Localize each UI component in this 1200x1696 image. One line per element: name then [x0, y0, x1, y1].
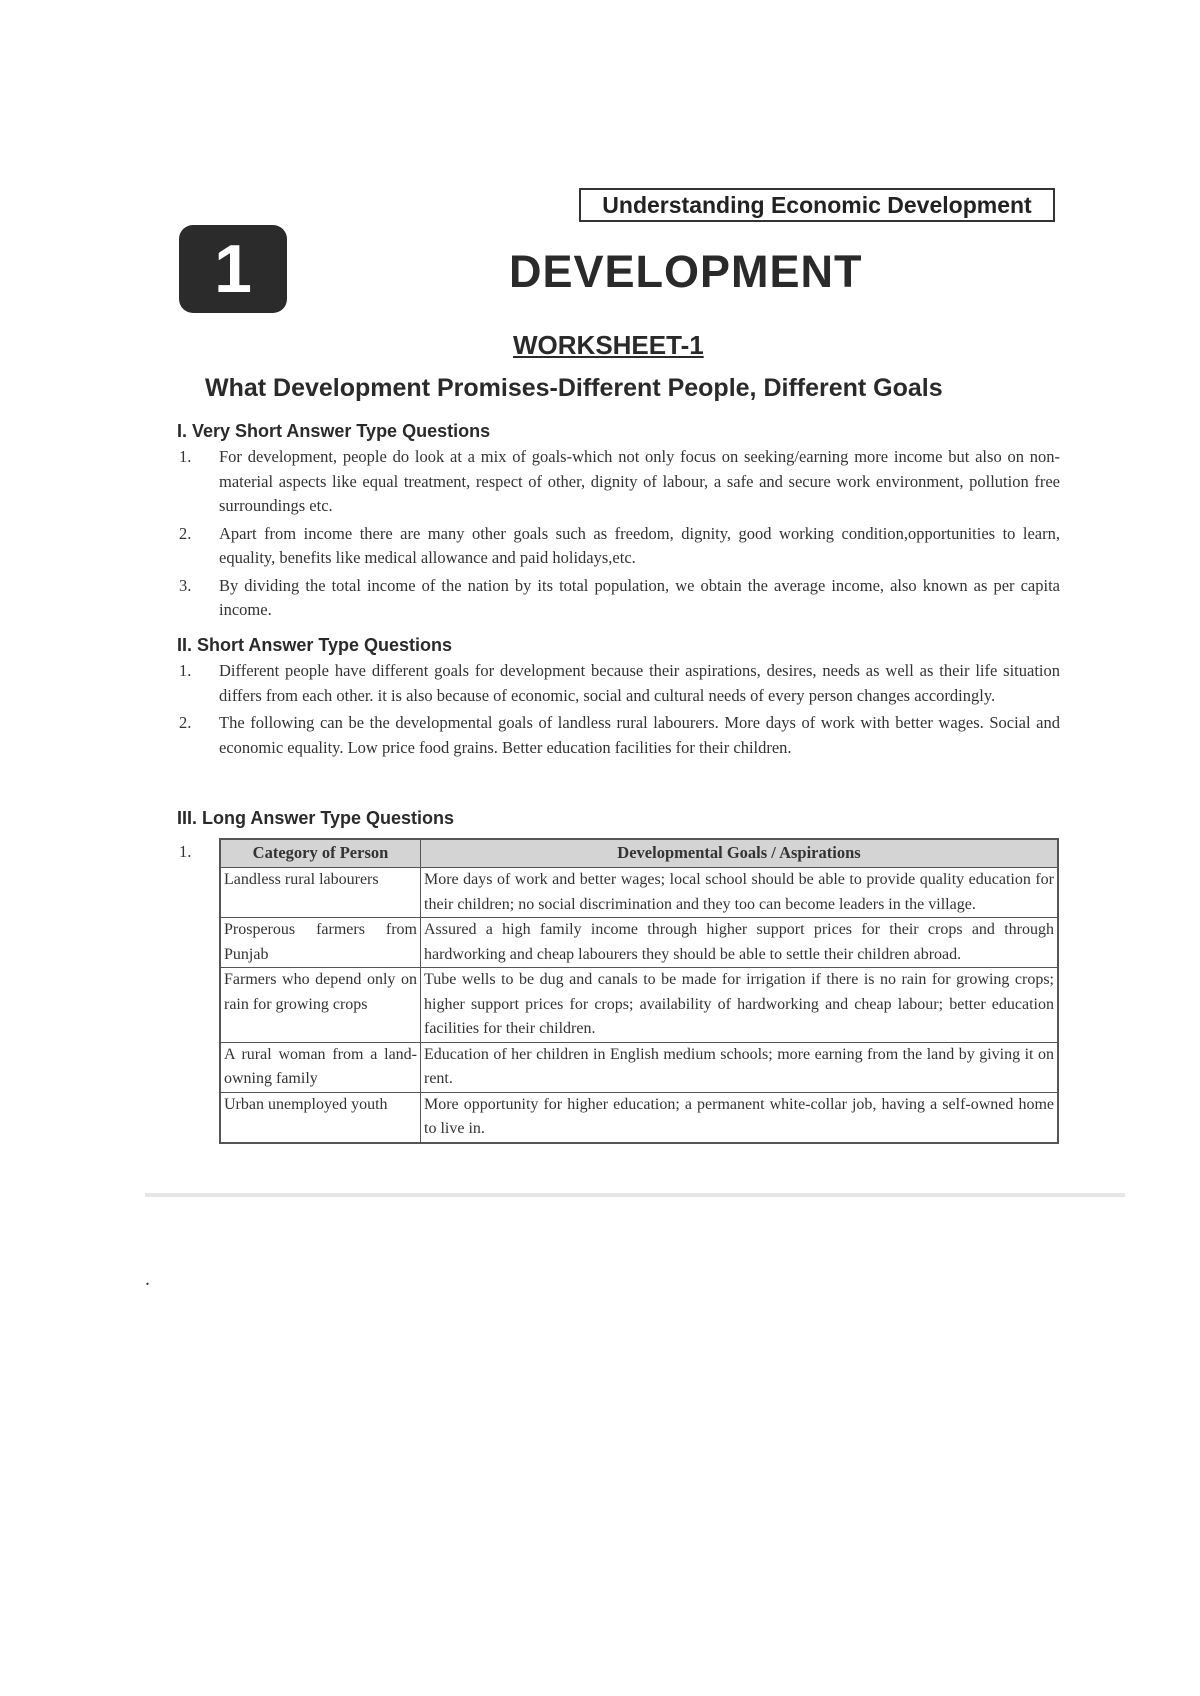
- category-cell: Landless rural labourers: [220, 868, 421, 918]
- category-cell: A rural woman from a land-owning family: [220, 1042, 421, 1092]
- page-divider: [145, 1193, 1125, 1197]
- item-number: 1.: [179, 842, 192, 861]
- category-cell: Farmers who depend only on rain for growing crops: [220, 968, 421, 1043]
- column-header-goals: Developmental Goals / Aspirations: [421, 839, 1059, 868]
- table-row: [220, 968, 1058, 1043]
- goals-cell: Tube wells to be dug and canals to be made for irrigation if there is no rain for growing crops; higher support prices for crops; availability of hardworking and cheap labour; better education facilities for their children.: [421, 968, 1059, 1043]
- list-item: [177, 574, 1060, 623]
- table-row: [220, 1092, 1058, 1143]
- item-number: 3.: [179, 575, 192, 595]
- table-row: [220, 1042, 1058, 1092]
- stray-dot: .: [145, 1268, 150, 1290]
- developmental-goals-table: [219, 838, 1059, 1144]
- goals-cell: Education of her children in English medium schools; more earning from the land by giving it on rent.: [421, 1042, 1059, 1092]
- short-question-list: [177, 659, 1060, 763]
- chapter-number-badge: 1: [179, 225, 287, 313]
- chapter-title: DEVELOPMENT: [509, 246, 863, 297]
- item-number: 1.: [179, 447, 192, 466]
- worksheet-heading: WORKSHEET-1: [513, 330, 704, 360]
- list-item: [177, 445, 1060, 519]
- column-header-category: Category of Person: [220, 839, 421, 868]
- section-tag: Understanding Economic Development: [579, 188, 1055, 222]
- item-text: By dividing the total income of the nation by its total population, we obtain the average income, also known as per capita income.: [219, 575, 1060, 619]
- section-heading-very-short: I. Very Short Answer Type Questions: [177, 421, 491, 441]
- category-cell: Urban unemployed youth: [220, 1092, 421, 1143]
- list-item: [177, 659, 1060, 708]
- item-text: For development, people do look at a mix of goals-which not only focus on seeking/earning more income but also on non-material aspects like equal treatment, respect of other, dignity of labour, a safe and secure work environment, pollution free surroundings etc.: [219, 447, 1060, 515]
- table-header-row: [220, 839, 1058, 868]
- table-row: [220, 868, 1058, 918]
- item-text: The following can be the developmental goals of landless rural labourers. More days of work with better wages. Social and economic equality. Low price food grains. Better education facilities for their children.: [219, 713, 1060, 757]
- goals-cell: Assured a high family income through higher support prices for their crops and through hardworking and cheap labourers they should be able to settle their children abroad.: [421, 918, 1059, 968]
- very-short-question-list: [177, 445, 1060, 626]
- item-number: 1.: [179, 661, 192, 680]
- item-text: Apart from income there are many other goals such as freedom, dignity, good working condition,opportunities to learn, equality, benefits like medical allowance and paid holidays,etc.: [219, 523, 1060, 567]
- table-row: [220, 918, 1058, 968]
- goals-cell: More days of work and better wages; local school should be able to provide quality education for their children; no social discrimination and they too can become leaders in the village.: [421, 868, 1059, 918]
- section-heading-short: II. Short Answer Type Questions: [177, 635, 453, 655]
- item-text: Different people have different goals for development because their aspirations, desires, needs as well as their life situation differs from each other. it is also because of economic, social and cultural needs of every person changes accordingly.: [219, 661, 1060, 705]
- item-number: 2.: [179, 713, 192, 732]
- item-number: 2.: [179, 523, 192, 543]
- goals-cell: More opportunity for higher education; a permanent white-collar job, having a self-owned home to live in.: [421, 1092, 1059, 1143]
- list-item: [177, 522, 1060, 571]
- category-cell: Prosperous farmers from Punjab: [220, 918, 421, 968]
- section-heading-long: III. Long Answer Type Questions: [177, 808, 455, 828]
- list-item: [177, 711, 1060, 760]
- worksheet-subtitle: What Development Promises-Different People, Different Goals: [205, 374, 943, 402]
